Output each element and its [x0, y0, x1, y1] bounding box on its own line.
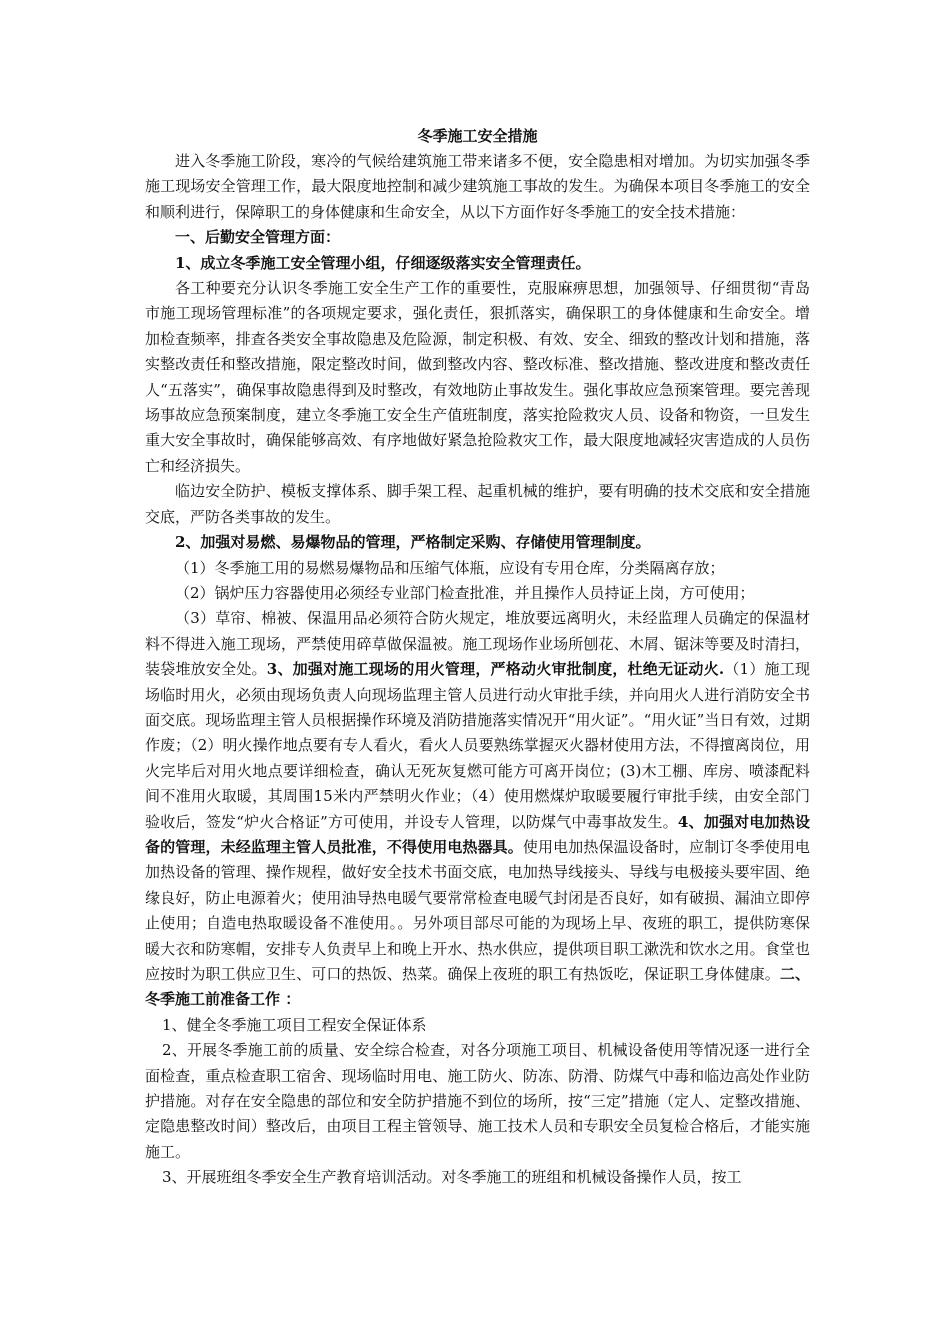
item1-paragraph-2: 临边安全防护、模板支撑体系、脚手架工程、起重机械的维护，要有明确的技术交底和安全措施交底，严防各类事故的发生。: [145, 482, 810, 526]
prep-item-2: 2、开展冬季施工前的质量、安全综合检查，对各分项施工项目、机械设备使用等情况逐一进行全面检查，重点检查职工宿舍、现场临时用电、施工防火、防冻、防滑、防煤气中毒和临边高处作业防护措施。对存在安全隐患的部位和安全防护措施不到位的场所，按“三定”措施（定人、定整改措施、定隐患整改时间）整改后，由项目工程主管领导、施工技术人员和专职安全员复检合格后，才能实施施工。: [145, 1041, 810, 1161]
item2-heading: 2、加强对易燃、易爆物品的管理，严格制定采购、存储使用管理制度。: [175, 533, 651, 552]
item4-heading: 4、加强对电加热设备的管理，未经监理主管人员批准，不得使用电热器具。: [145, 812, 810, 856]
document-title: 冬季施工安全措施: [417, 127, 538, 145]
prep-item-1: 1、健全冬季施工项目工程安全保证体系: [162, 1015, 427, 1034]
item1-paragraph-1: 各工种要充分认识冬季施工安全生产工作的重要性，克服麻痹思想，加强领导、仔细贯彻“青岛市施工现场管理标准”的各项规定要求，强化责任，狠抓落实，确保职工的身体健康和生命安全。增加检查频率，排查各类安全事故隐患及危险源，制定积极、有效、安全、细致的整改计划和措施，落实整改责任和整改措施，限定整改时间，做到整改内容、整改标准、整改措施、整改进度和整改责任人“五落实”，确保事故隐患得到及时整改，有效地防止事故发生。强化事故应急预案管理。要完善现场事故应急预案制度，建立冬季施工安全生产值班制度，落实抢险救灾人员、设备和物资，一旦发生重大安全事故时，确保能够高效、有序地做好紧急抢险救灾工作，最大限度地减轻灾害造成的人员伤亡和经济损失。: [145, 279, 810, 475]
intro-paragraph: 进入冬季施工阶段，寒冷的气候给建筑施工带来诸多不便，安全隐患相对增加。为切实加强冬季施工现场安全管理工作，最大限度地控制和减少建筑施工事故的发生。为确保本项目冬季施工的安全和顺利进行，保障职工的身体健康和生命安全，从以下方面作好冬季施工的安全技术措施：: [145, 152, 810, 221]
item2-sub-3-text: （3）草帘、棉被、保温用品必须符合防火规定，堆放要远离明火，未经监理人员确定的保温材料不得进入施工现场，严禁使用碎草做保温被。施工现场作业场所刨花、木屑、锯沫等要及时清扫，装袋堆放安全处。: [145, 609, 810, 679]
item2-sub-1: （1）冬季施工用的易燃易爆物品和压缩气体瓶，应设有专用仓库，分类隔离存放；: [175, 558, 725, 577]
item2-sub-2: （2）锅炉压力容器使用必须经专业部门检查批准，并且操作人员持证上岗，方可使用；: [175, 583, 755, 602]
document-page: [145, 123, 810, 1191]
item4-text: 使用电加热保温设备时，应制订冬季使用电加热设备的管理、操作规程，做好安全技术书面交底，电加热导线接头、导线与电极接头要牢固、绝缘良好，防止电源着火；使用油导热电暖气要常常检查电暖气封闭是否良好，如有破损、漏油立即停止使用；自造电热取暖设备不准使用。。另外项目部尽可能的为现场上早、夜班的职工，提供防寒保暖大衣和防寒帽，安排专人负责早上和晚上开水、热水供应，提供项目职工漱洗和饮水之用。食堂也应按时为职工供应卫生、可口的热饭、热菜。确保上夜班的职工有热饭吃，保证职工身体健康。: [145, 837, 810, 983]
item3-text: （1）施工现场临时用火，必须由现场负责人向现场监理主管人员进行动火审批手续，并向用火人进行消防安全书面交底。现场监理主管人员根据操作环境及消防措施落实情况开“用火证”。“用火证”当日有效，过期作废；（2）明火操作地点要有专人看火，看火人员要熟练掌握灭火器材使用方法，不得擅离岗位，用火完毕后对用火地点要详细检查，确认无死灰复燃可能方可离开岗位；(3)木工棚、库房、喷漆配料间不准用火取暖，其周围15米内严禁明火作业；（4）使用燃煤炉取暖要履行审批手续，由安全部门验收后，签发“炉火合格证”方可使用，并设专人管理，以防煤气中毒事故发生。: [145, 660, 810, 831]
section1-heading: 一、后勤安全管理方面：: [175, 228, 341, 247]
item3-heading: 3、加强对施工现场的用火管理，严格动火审批制度，杜绝无证动火.: [266, 660, 725, 679]
item2-sub-3-paragraph: [145, 606, 810, 1013]
prep-item-3: 3、开展班组冬季安全生产教育培训活动。对冬季施工的班组和机械设备操作人员，按工: [162, 1168, 742, 1187]
section2-heading: 二、冬季施工前准备工作 ：: [145, 965, 810, 1009]
item1-heading: 1、成立冬季施工安全管理小组，仔细逐级落实安全管理责任。: [175, 253, 591, 272]
